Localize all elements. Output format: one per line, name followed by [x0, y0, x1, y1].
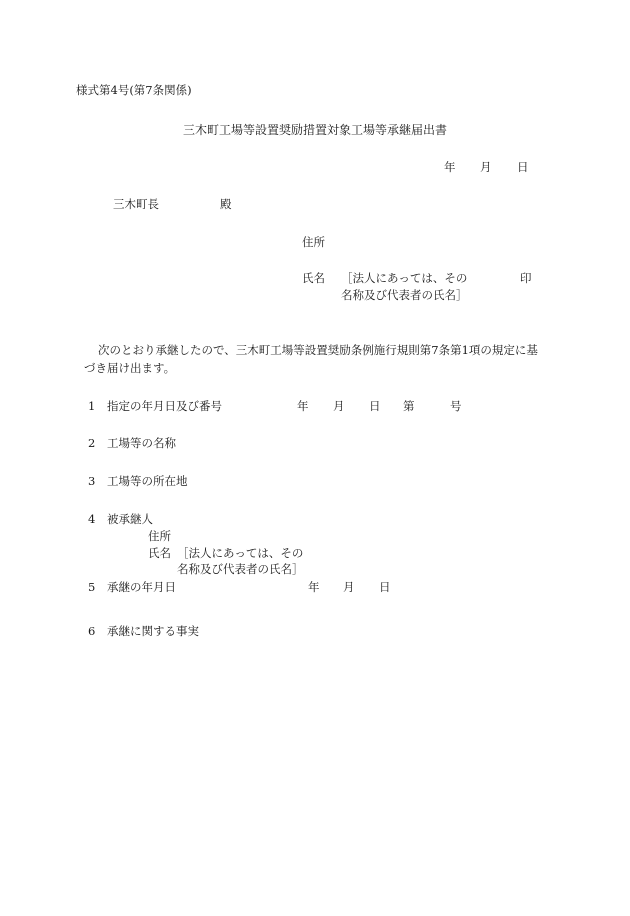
item5-month: 月	[343, 580, 355, 594]
body-text-line2: づき届け出ます。	[84, 361, 176, 375]
item1-year: 年	[297, 399, 309, 413]
item1-month: 月	[333, 399, 345, 413]
applicant-address-label: 住所	[302, 235, 325, 249]
item4-name-label: 氏名	[148, 546, 171, 560]
item5-number: 5	[88, 580, 96, 594]
item1-dai: 第	[403, 399, 415, 413]
item6-label: 承継に関する事実	[107, 624, 199, 638]
applicant-name-label: 氏名	[302, 271, 325, 285]
item3-label: 工場等の所在地	[107, 474, 188, 488]
item2-number: 2	[88, 436, 96, 450]
form-title: 三木町工場等設置奨励措置対象工場等承継届出書	[183, 123, 448, 137]
item4-label: 被承継人	[107, 512, 153, 526]
item1-number: 1	[88, 399, 96, 413]
item4-address-label: 住所	[148, 529, 171, 543]
date-month-label: 月	[480, 160, 492, 174]
date-day-label: 日	[517, 160, 529, 174]
item4-number: 4	[88, 512, 96, 526]
applicant-corp-note-line2: 名称及び代表者の氏名］	[341, 288, 468, 302]
item5-year: 年	[308, 580, 320, 594]
item1-go: 号	[450, 399, 462, 413]
item5-day: 日	[379, 580, 391, 594]
item6-number: 6	[88, 624, 96, 638]
item5-label: 承継の年月日	[107, 580, 176, 594]
recipient-name: 三木町長	[113, 197, 159, 211]
form-number: 様式第4号(第7条関係)	[76, 83, 192, 97]
item4-corp-note-line2: 名称及び代表者の氏名］	[177, 562, 304, 576]
seal-mark: 印	[520, 271, 532, 285]
item1-day: 日	[369, 399, 381, 413]
date-year-label: 年	[444, 160, 456, 174]
body-text-line1: 次のとおり承継したので、三木町工場等設置奨励条例施行規則第7条第1項の規定に基	[98, 343, 538, 357]
applicant-corp-note-line1: ［法人にあっては、その	[341, 271, 468, 285]
item3-number: 3	[88, 474, 96, 488]
item2-label: 工場等の名称	[107, 436, 176, 450]
recipient-honorific: 殿	[220, 197, 232, 211]
item4-corp-note-line1: ［法人にあっては、その	[177, 546, 304, 560]
item1-label: 指定の年月日及び番号	[107, 399, 222, 413]
